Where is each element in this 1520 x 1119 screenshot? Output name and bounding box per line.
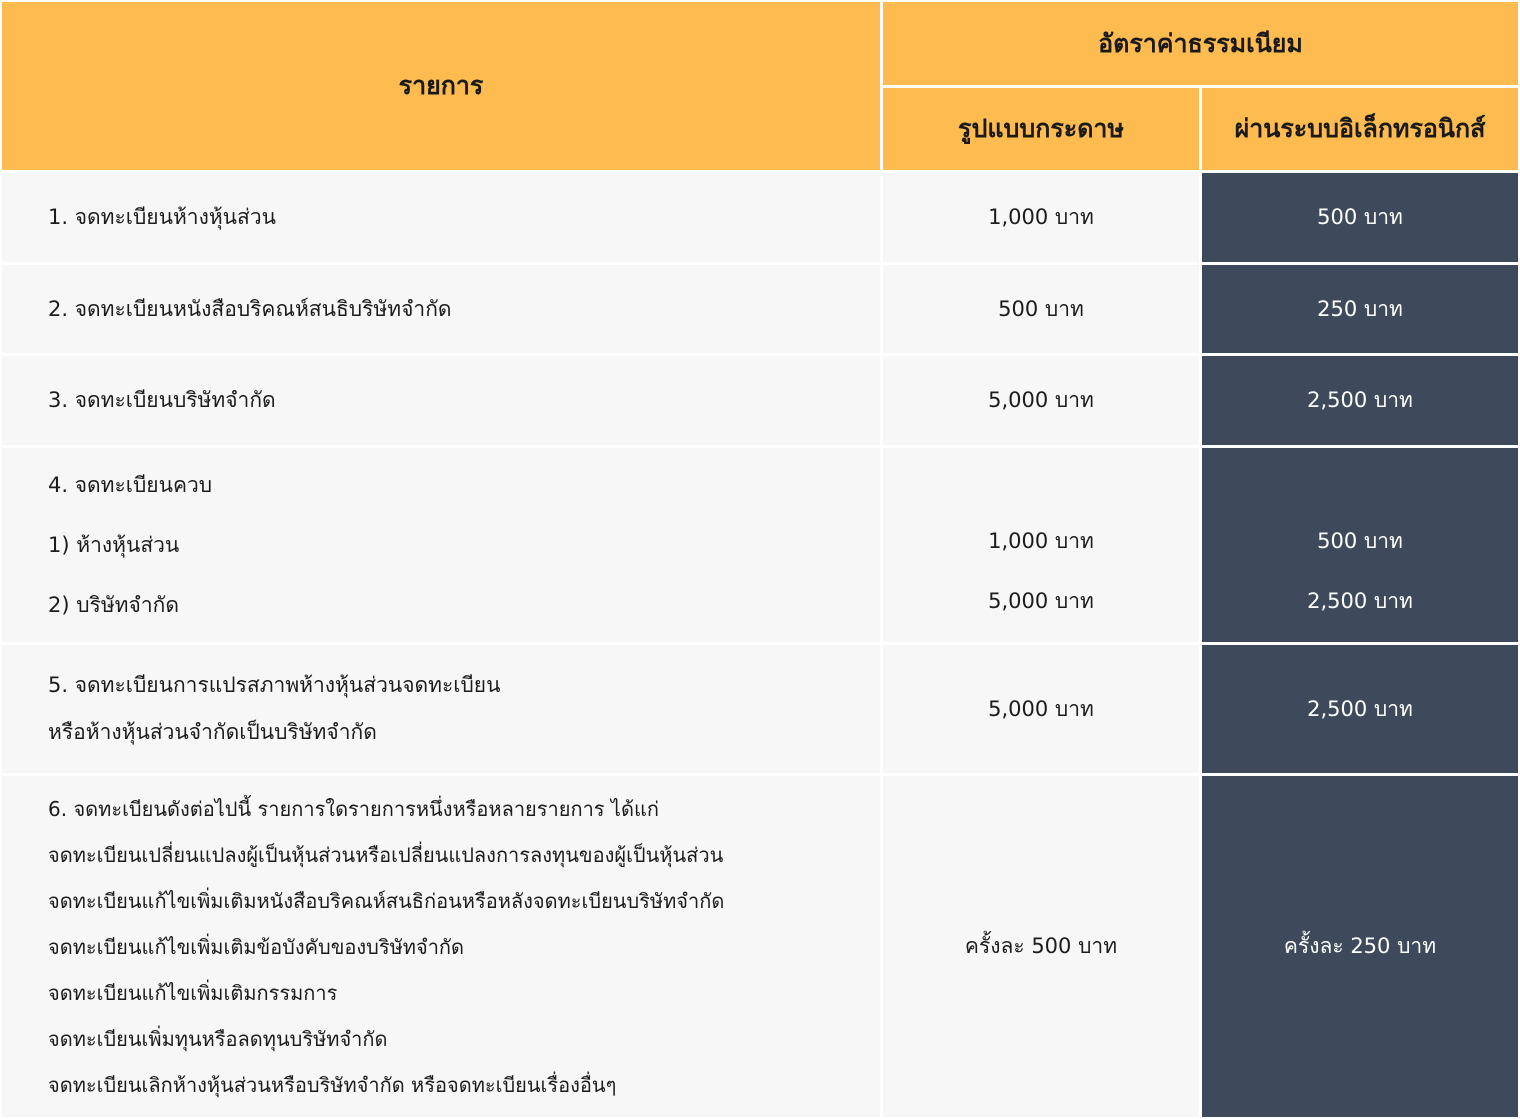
header-electronic-label: ผ่านระบบอิเล็กทรอนิกส์: [1234, 114, 1486, 143]
row-4-item-line-1: 4. จดทะเบียนควบ: [48, 472, 213, 497]
row-1-electronic-fee: 500 บาท: [1317, 205, 1403, 229]
row-6-electronic-fee: ครั้งละ 250 บาท: [1283, 934, 1437, 958]
row-6-paper-fee: ครั้งละ 500 บาท: [964, 934, 1118, 958]
row-5-item-cell: [2, 645, 880, 773]
row-2-item-cell: [2, 265, 880, 353]
header-paper-cell: [883, 88, 1199, 170]
row-3-item-cell: [2, 356, 880, 445]
row-5-item-line-1: 5. จดทะเบียนการแปรสภาพห้างหุ้นส่วนจดทะเบียน: [48, 673, 501, 697]
row-6-electronic-cell: [1202, 776, 1518, 1117]
row-6-item-cell: [2, 776, 880, 1117]
row-5-paper-cell: [883, 645, 1199, 773]
row-4-electronic-cell: [1202, 448, 1518, 642]
row-3-electronic-fee: 2,500 บาท: [1307, 388, 1413, 412]
row-6-paper-cell: [883, 776, 1199, 1117]
row-4-item-line-3: 2) บริษัทจำกัด: [48, 592, 179, 617]
header-item-cell: [2, 2, 880, 170]
row-2-electronic-fee: 250 บาท: [1317, 296, 1403, 321]
header-fee-group-label: อัตราค่าธรรมเนียม: [1098, 28, 1303, 58]
row-3-item-line-1: 3. จดทะเบียนบริษัทจำกัด: [48, 388, 276, 412]
row-6-item-line-4: จดทะเบียนแก้ไขเพิ่มเติมข้อบังคับของบริษัทจำกัด: [48, 934, 465, 959]
row-6-item-line-1: 6. จดทะเบียนดังต่อไปนี้ รายการใดรายการหนึ่งหรือหลายรายการ ได้แก่: [48, 796, 659, 821]
row-3-paper-cell: [883, 356, 1199, 445]
row-1-item-cell: [2, 173, 880, 262]
row-4-electronic-fee-1: 500 บาท: [1317, 528, 1403, 553]
row-2-electronic-cell: [1202, 265, 1518, 353]
row-3-electronic-cell: [1202, 356, 1518, 445]
row-4-paper-fee-2: 5,000 บาท: [988, 588, 1094, 613]
row-4-paper-fee-1: 1,000 บาท: [988, 528, 1094, 553]
row-4-electronic-fee-2: 2,500 บาท: [1307, 588, 1413, 613]
row-4-paper-cell: [883, 448, 1199, 642]
row-6-item-line-5: จดทะเบียนแก้ไขเพิ่มเติมกรรมการ: [48, 980, 338, 1005]
row-5-item-line-2: หรือห้างหุ้นส่วนจำกัดเป็นบริษัทจำกัด: [48, 720, 377, 744]
header-electronic-cell: [1202, 88, 1518, 170]
row-4-item-cell: [2, 448, 880, 642]
row-2-item-line-1: 2. จดทะเบียนหนังสือบริคณห์สนธิบริษัทจำกัด: [48, 296, 452, 321]
row-1-electronic-cell: [1202, 173, 1518, 262]
header-item-label: รายการ: [398, 71, 484, 100]
row-1-item-line-1: 1. จดทะเบียนห้างหุ้นส่วน: [48, 205, 276, 229]
row-1-paper-fee: 1,000 บาท: [988, 205, 1094, 229]
header-paper-label: รูปแบบกระดาษ: [958, 114, 1124, 143]
row-5-electronic-cell: [1202, 645, 1518, 773]
row-6-item-line-6: จดทะเบียนเพิ่มทุนหรือลดทุนบริษัทจำกัด: [48, 1026, 388, 1051]
row-6-item-line-7: จดทะเบียนเลิกห้างหุ้นส่วนหรือบริษัทจำกัด หรือจดทะเบียนเรื่องอื่นๆ: [48, 1072, 617, 1097]
row-1-paper-cell: [883, 173, 1199, 262]
row-5-electronic-fee: 2,500 บาท: [1307, 696, 1413, 721]
row-2-paper-cell: [883, 265, 1199, 353]
row-4-item-line-2: 1) ห้างหุ้นส่วน: [48, 532, 180, 557]
row-3-paper-fee: 5,000 บาท: [988, 388, 1094, 412]
row-6-item-line-2: จดทะเบียนเปลี่ยนแปลงผู้เป็นหุ้นส่วนหรือเปลี่ยนแปลงการลงทุนของผู้เป็นหุ้นส่วน: [48, 842, 724, 867]
row-5-paper-fee: 5,000 บาท: [988, 696, 1094, 721]
row-2-paper-fee: 500 บาท: [998, 296, 1084, 321]
header-fee-group-cell: [883, 2, 1518, 85]
row-6-item-line-3: จดทะเบียนแก้ไขเพิ่มเติมหนังสือบริคณห์สนธิก่อนหรือหลังจดทะเบียนบริษัทจำกัด: [48, 888, 725, 913]
